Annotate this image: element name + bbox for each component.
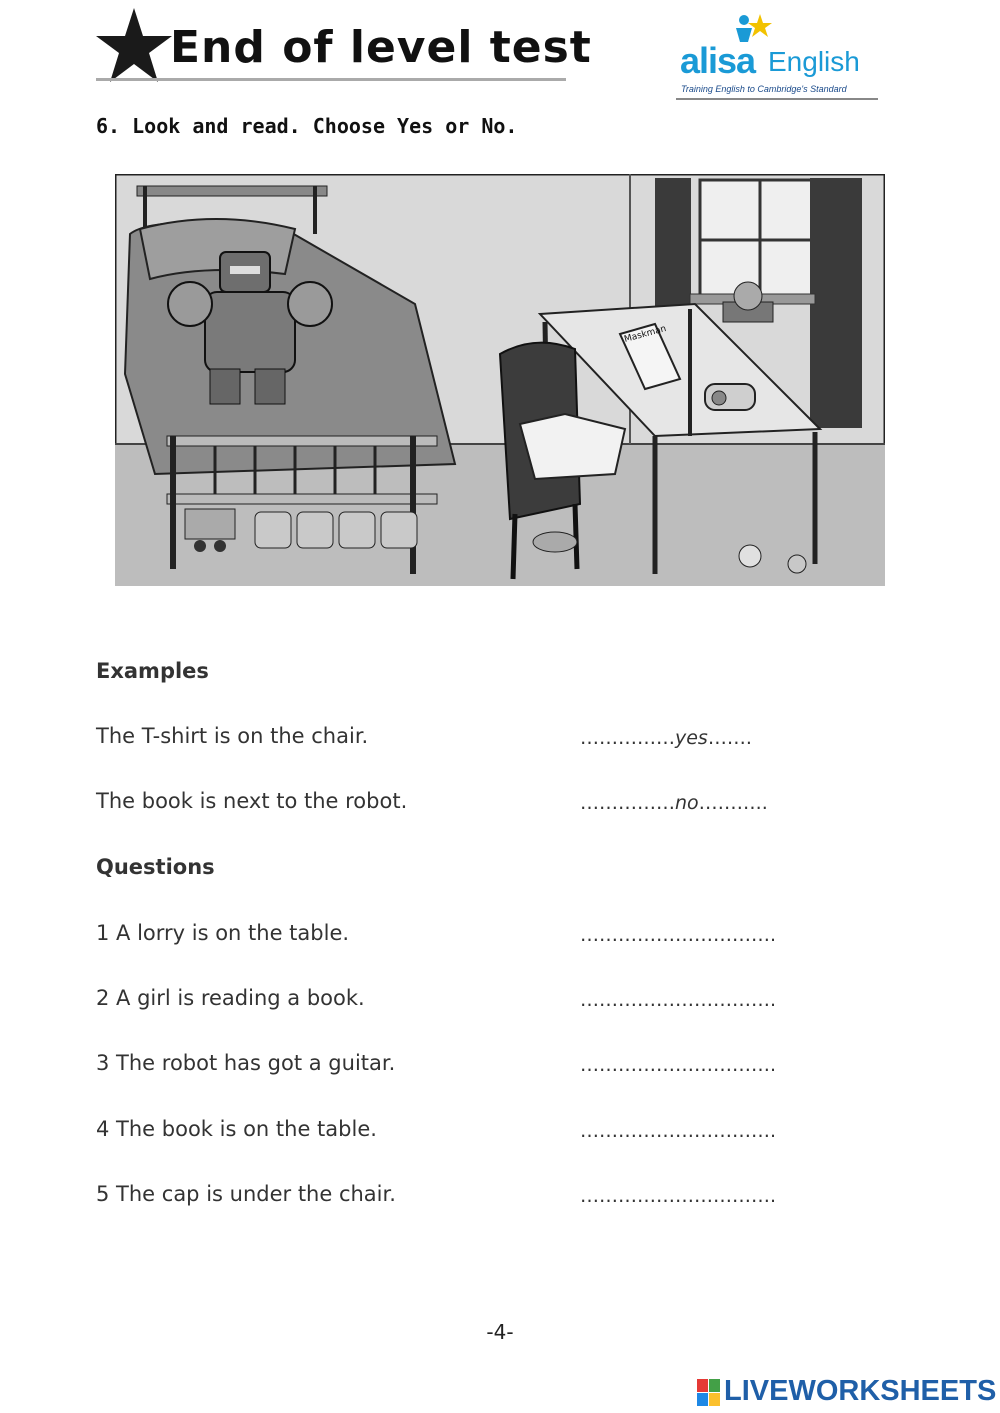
ball <box>739 545 761 567</box>
logo-brand-suffix: English <box>768 46 860 77</box>
answer-blank-2[interactable]: …………………………. <box>580 989 777 1011</box>
question-2: 2 A girl is reading a book. <box>96 986 365 1010</box>
header-rule <box>676 98 878 100</box>
book-cover-text: Maskman <box>623 324 668 345</box>
logo-tagline: Training English to Cambridge's Standard <box>681 84 847 94</box>
question-1: 1 A lorry is on the table. <box>96 921 350 945</box>
question-5: 5 The cap is under the chair. <box>96 1182 396 1206</box>
question-3: 3 The robot has got a guitar. <box>96 1051 396 1075</box>
examples-heading: Examples <box>96 659 209 683</box>
example-sentence-2: The book is next to the robot. <box>96 789 408 813</box>
star-icon <box>94 6 174 86</box>
answer-blank-3[interactable]: …………………………. <box>580 1054 777 1076</box>
answer-blank-1[interactable]: …………………………. <box>580 924 777 946</box>
page-title: End of level test <box>170 22 592 73</box>
question-4: 4 The book is on the table. <box>96 1117 377 1141</box>
title-divider <box>96 78 566 81</box>
example-answer-1: ……………yes……. <box>580 727 752 749</box>
example-answer-2: ……………no……….. <box>580 792 768 814</box>
toy-lorries <box>185 509 417 552</box>
answer-blank-4[interactable]: …………………………. <box>580 1120 777 1142</box>
questions-heading: Questions <box>96 855 215 879</box>
page-number: -4- <box>486 1320 514 1344</box>
bedroom-illustration <box>115 174 885 586</box>
pillow <box>140 219 295 279</box>
example-sentence-1: The T-shirt is on the chair. <box>96 724 369 748</box>
liveworksheets-logo-icon <box>697 1379 721 1407</box>
instruction: 6. Look and read. Choose Yes or No. <box>96 114 518 138</box>
cap <box>533 532 577 552</box>
answer-blank-5[interactable]: …………………………. <box>580 1185 777 1207</box>
liveworksheets-watermark[interactable]: LIVEWORKSHEETS <box>724 1375 997 1407</box>
logo-brand: alisa <box>680 40 756 81</box>
camera <box>705 384 755 410</box>
small-ball <box>788 555 806 573</box>
